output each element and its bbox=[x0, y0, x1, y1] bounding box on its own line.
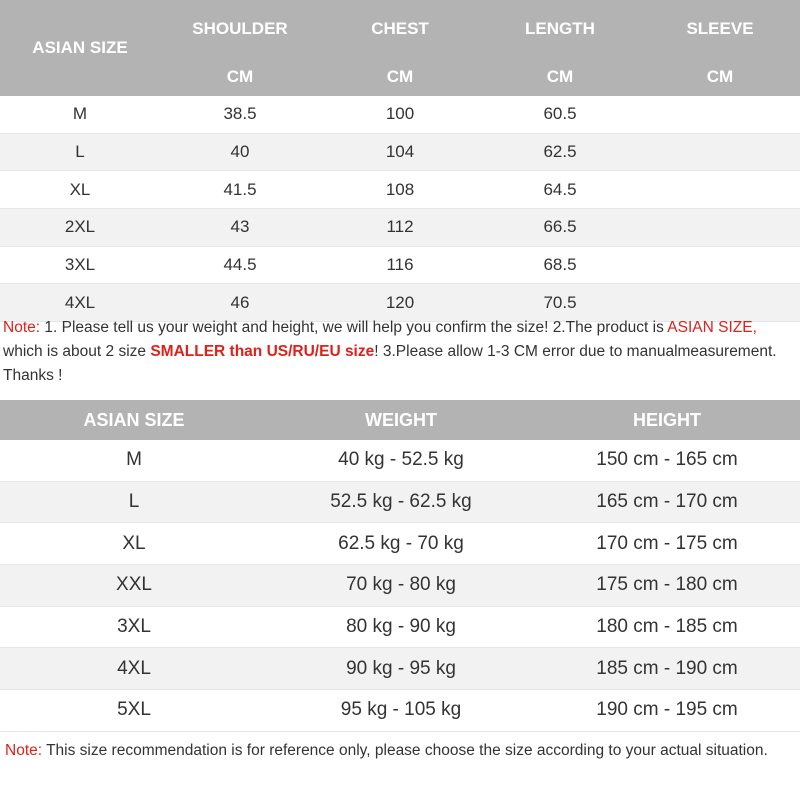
sleeve-cell bbox=[640, 246, 800, 284]
chest-cell: 120 bbox=[385, 292, 415, 312]
size-table-body bbox=[0, 96, 800, 322]
size-cell: 3XL bbox=[64, 255, 96, 275]
height-cell: 175 cm - 180 cm bbox=[596, 574, 738, 596]
header-sleeve-unit: CM bbox=[706, 67, 734, 86]
height-cell: 170 cm - 175 cm bbox=[596, 532, 738, 554]
size-cell: 3XL bbox=[117, 616, 151, 638]
note-asian-size: ASIAN SIZE, bbox=[667, 319, 757, 336]
weight-cell: 62.5 kg - 70 kg bbox=[338, 532, 464, 554]
weight-cell: 90 kg - 95 kg bbox=[346, 657, 456, 679]
length-cell: 64.5 bbox=[543, 179, 577, 199]
size-cell: XL bbox=[69, 179, 91, 199]
weight-cell: 52.5 kg - 62.5 kg bbox=[330, 491, 472, 513]
height-cell: 165 cm - 170 cm bbox=[596, 491, 738, 513]
table-row bbox=[0, 440, 800, 481]
sleeve-cell bbox=[640, 96, 800, 133]
chest-cell: 108 bbox=[385, 179, 415, 199]
recommendation-note bbox=[5, 738, 797, 763]
header-asian-size: ASIAN SIZE bbox=[83, 409, 185, 430]
table-row bbox=[0, 171, 800, 209]
sleeve-cell bbox=[640, 209, 800, 247]
table-row bbox=[0, 648, 800, 690]
size-cell: XL bbox=[122, 532, 146, 554]
size-cell: 4XL bbox=[64, 292, 96, 312]
size-cell: 2XL bbox=[64, 217, 96, 237]
shoulder-cell: 44.5 bbox=[223, 255, 257, 275]
note-text-a: 1. Please tell us your weight and height, we will help you confirm the size! 2.The product is bbox=[40, 319, 668, 336]
table-row bbox=[0, 523, 800, 565]
header-shoulder-unit: CM bbox=[226, 67, 254, 86]
length-cell: 62.5 bbox=[543, 142, 577, 162]
table-row bbox=[0, 133, 800, 171]
table-row bbox=[0, 209, 800, 247]
height-cell: 185 cm - 190 cm bbox=[596, 657, 738, 679]
header-height: HEIGHT bbox=[632, 409, 701, 430]
header-chest-unit: CM bbox=[386, 67, 414, 86]
weight-cell: 40 kg - 52.5 kg bbox=[338, 449, 464, 471]
note-smaller-warning: SMALLER than US/RU/EU size bbox=[150, 343, 375, 360]
size-cell: M bbox=[72, 104, 88, 124]
recommend-table-body bbox=[0, 440, 800, 731]
table-row bbox=[0, 565, 800, 607]
note-text: This size recommendation is for reference only, please choose the size according to your actual situation. bbox=[42, 742, 768, 759]
size-cell: 5XL bbox=[117, 699, 151, 721]
size-cell: XXL bbox=[116, 574, 152, 596]
header-asian-size: ASIAN SIZE bbox=[32, 38, 128, 57]
table-row bbox=[0, 606, 800, 648]
size-note bbox=[3, 316, 798, 388]
header-weight: WEIGHT bbox=[365, 409, 437, 430]
height-cell: 190 cm - 195 cm bbox=[596, 699, 738, 721]
length-cell: 66.5 bbox=[543, 217, 577, 237]
chest-cell: 104 bbox=[385, 142, 415, 162]
chest-cell: 116 bbox=[386, 255, 414, 275]
length-cell: 68.5 bbox=[543, 255, 577, 275]
shoulder-cell: 41.5 bbox=[223, 179, 257, 199]
shoulder-cell: 40 bbox=[230, 142, 250, 162]
weight-cell: 95 kg - 105 kg bbox=[340, 699, 462, 721]
note-text-b: which is about 2 size bbox=[3, 343, 151, 360]
table-row bbox=[0, 246, 800, 284]
chest-cell: 100 bbox=[385, 104, 415, 124]
size-cell: M bbox=[126, 449, 142, 471]
shoulder-cell: 38.5 bbox=[223, 104, 257, 124]
sleeve-cell bbox=[640, 171, 800, 209]
size-cell: L bbox=[75, 142, 85, 162]
size-measurement-table bbox=[0, 0, 800, 322]
table-row bbox=[0, 96, 800, 133]
weight-cell: 80 kg - 90 kg bbox=[346, 616, 456, 638]
recommend-table-header bbox=[0, 400, 800, 440]
header-length-unit: CM bbox=[546, 67, 574, 86]
header-sleeve: SLEEVE bbox=[686, 19, 754, 38]
note-label: Note: bbox=[3, 319, 41, 336]
table-row bbox=[0, 690, 800, 732]
sleeve-cell bbox=[640, 133, 800, 171]
header-shoulder: SHOULDER bbox=[192, 19, 288, 38]
size-recommendation-table bbox=[0, 400, 800, 732]
shoulder-cell: 46 bbox=[230, 292, 250, 312]
size-cell: L bbox=[128, 491, 140, 513]
size-table-header bbox=[0, 0, 800, 96]
height-cell: 180 cm - 185 cm bbox=[596, 616, 738, 638]
size-cell: 4XL bbox=[117, 657, 151, 679]
header-length: LENGTH bbox=[525, 19, 595, 38]
chest-cell: 112 bbox=[386, 217, 414, 237]
weight-cell: 70 kg - 80 kg bbox=[346, 574, 456, 596]
length-cell: 60.5 bbox=[543, 104, 577, 124]
shoulder-cell: 43 bbox=[230, 217, 250, 237]
header-chest: CHEST bbox=[371, 19, 429, 38]
note-label: Note: bbox=[5, 742, 43, 759]
table-row bbox=[0, 481, 800, 523]
height-cell: 150 cm - 165 cm bbox=[596, 449, 738, 471]
note-text-c: ! 3.Please allow 1-3 CM error due to manualmeasurement. Thanks ! bbox=[3, 343, 777, 384]
length-cell: 70.5 bbox=[543, 292, 577, 312]
